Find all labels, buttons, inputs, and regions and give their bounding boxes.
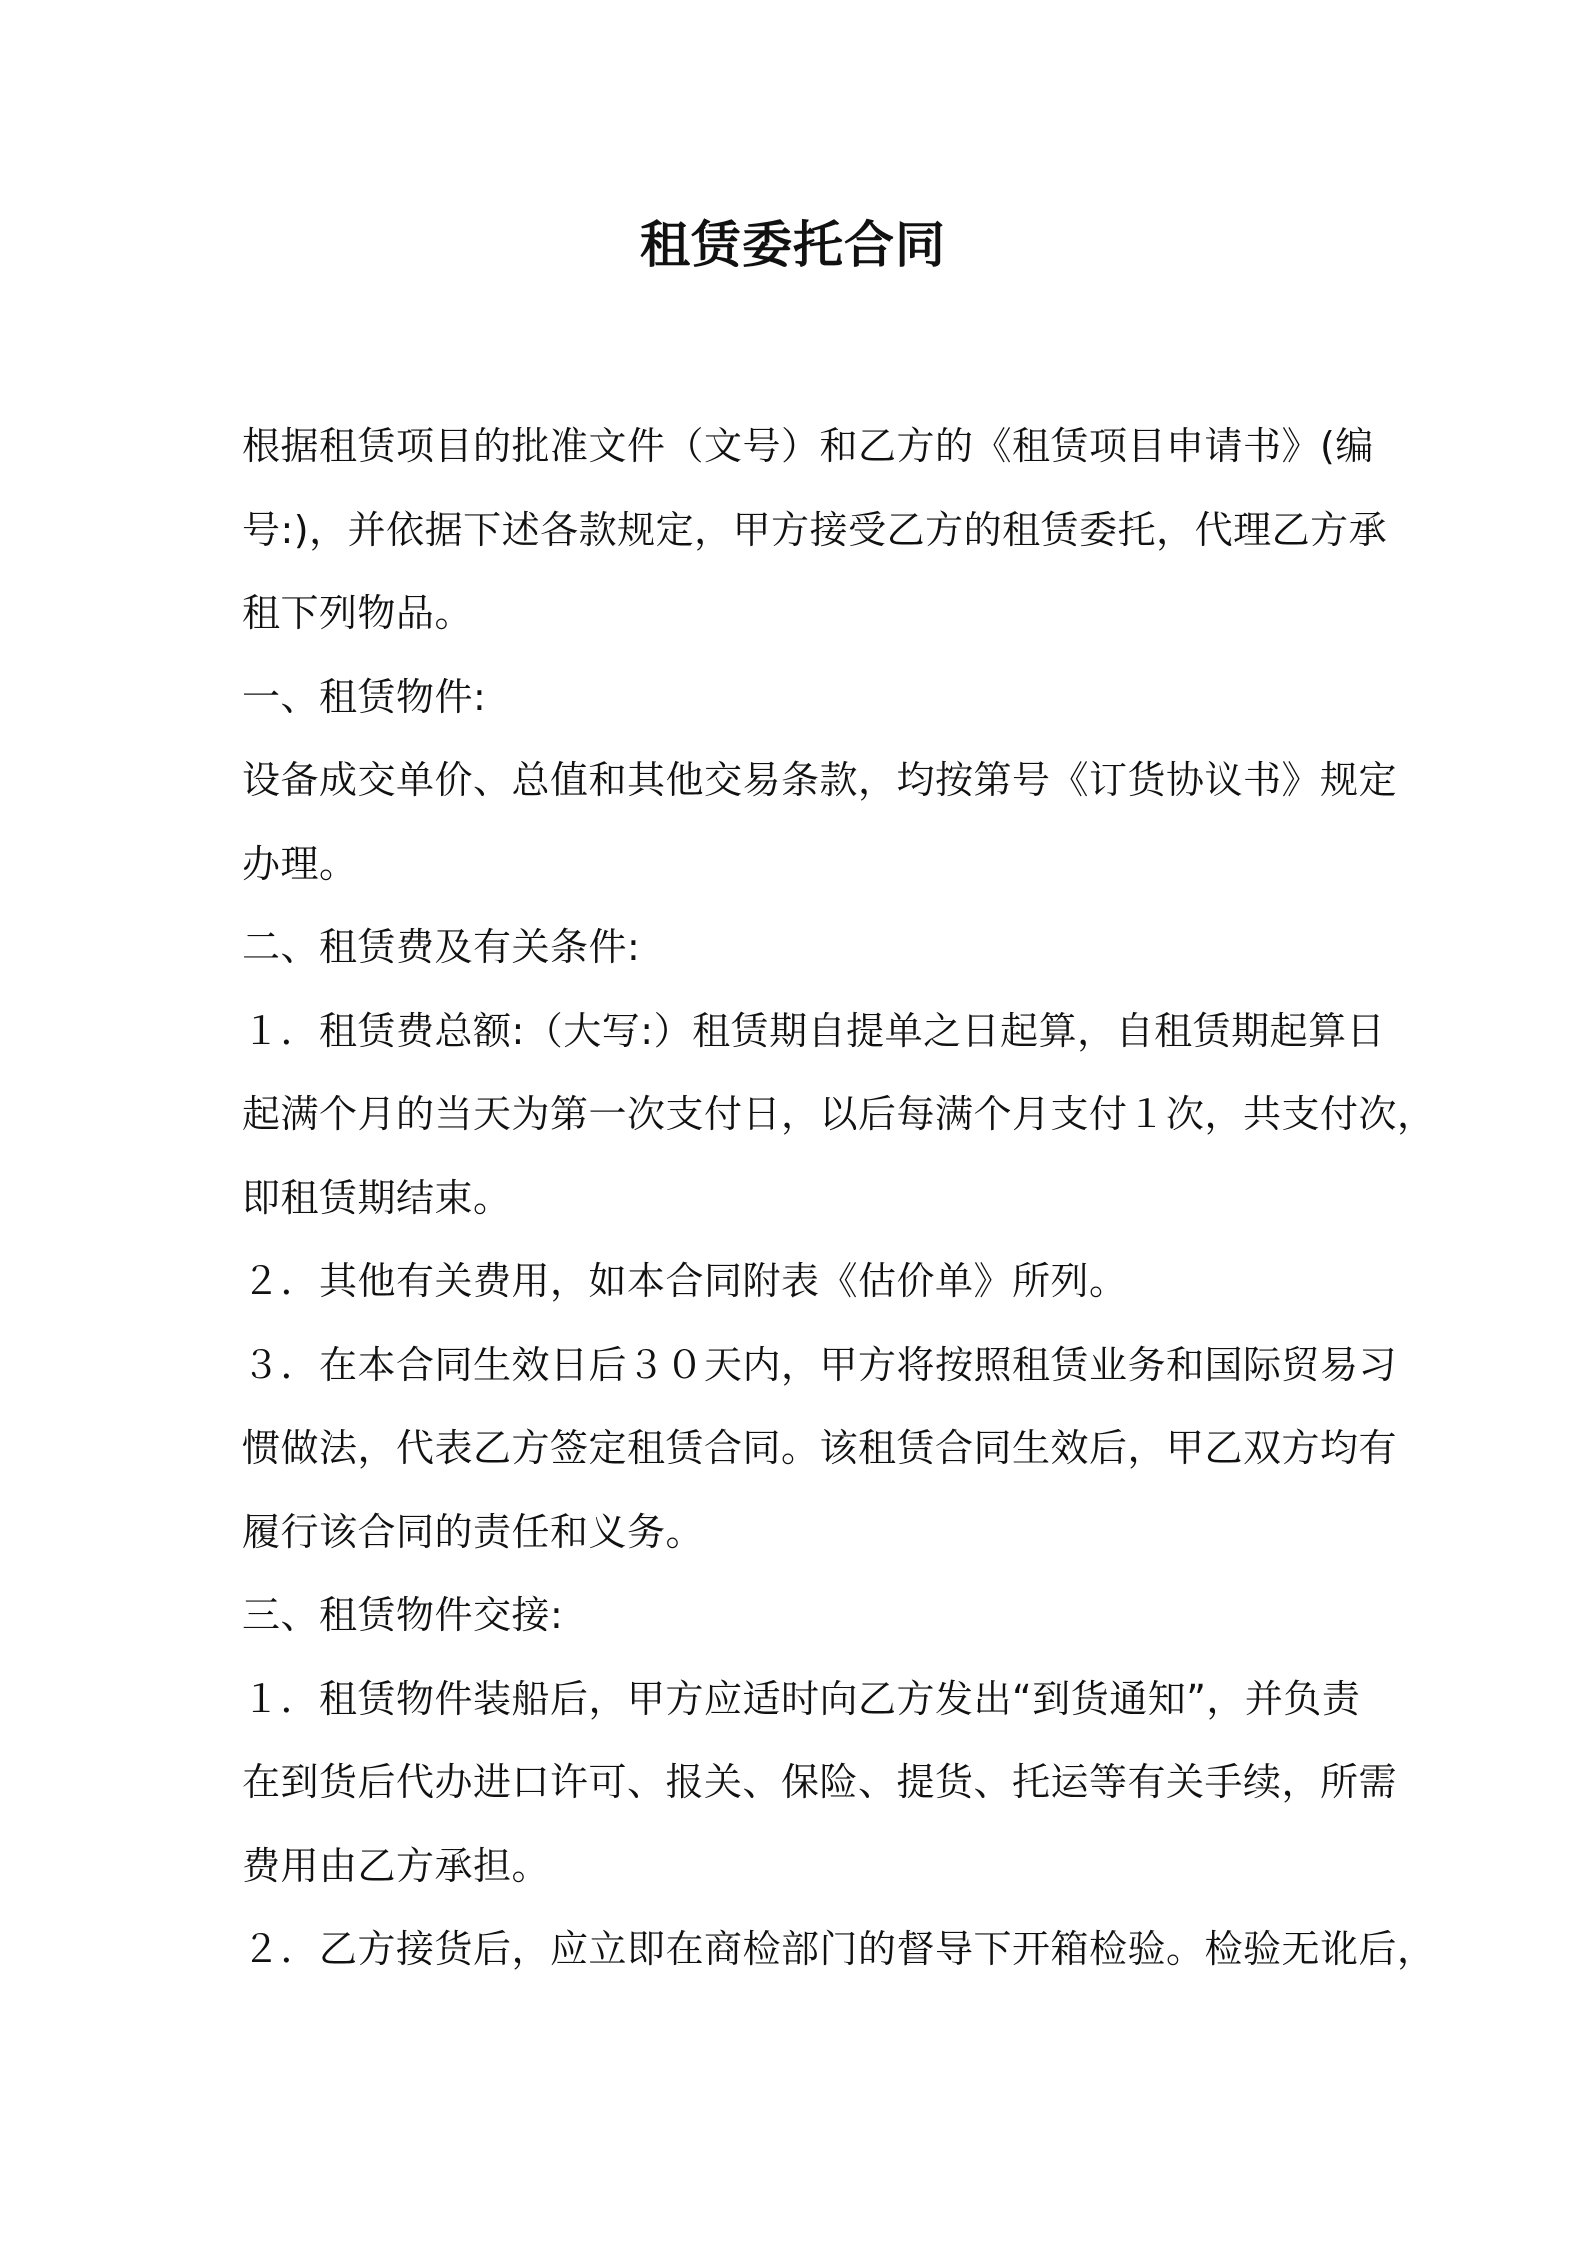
section-heading: 二、租赁费及有关条件: xyxy=(242,925,641,969)
clause-line: ３．在本合同生效日后３０天内，甲方将按照租赁业务和国际贸易习 xyxy=(242,1342,1398,1387)
section-heading: 三、租赁物件交接: xyxy=(242,1593,564,1637)
clause-line: １．租赁费总额:（大写:）租赁期自提单之日起算，自租赁期起算日 xyxy=(242,1008,1386,1053)
clause-line: ２．乙方接货后，应立即在商检部门的督导下开箱检验。检验无讹后， xyxy=(242,1927,1436,1971)
clause-line: 即租赁期结束。 xyxy=(242,1175,512,1220)
clause-line: 起满个月的当天为第一次支付日，以后每满个月支付１次，共支付次， xyxy=(242,1092,1436,1136)
paragraph-line: 根据租赁项目的批准文件（文号）和乙方的《租赁项目申请书》(编 xyxy=(242,424,1374,468)
clause-line: １．租赁物件装船后，甲方应适时向乙方发出“到货通知”，并负责 xyxy=(242,1676,1361,1721)
paragraph-line: 租下列物品。 xyxy=(242,591,474,635)
paragraph-line: 设备成交单价、总值和其他交易条款，均按第号《订货协议书》规定 xyxy=(242,758,1398,802)
document-body xyxy=(242,405,1436,1992)
document-title: 租赁委托合同 xyxy=(640,216,946,274)
clause-line: ２．其他有关费用，如本合同附表《估价单》所列。 xyxy=(242,1259,1128,1303)
clause-line: 费用由乙方承担。 xyxy=(242,1843,551,1888)
clause-line: 惯做法，代表乙方签定租赁合同。该租赁合同生效后，甲乙双方均有 xyxy=(242,1426,1398,1470)
paragraph-line: 办理。 xyxy=(242,841,358,886)
paragraph-line: 号:)，并依据下述各款规定，甲方接受乙方的租赁委托，代理乙方承 xyxy=(242,507,1388,552)
section-heading: 一、租赁物件: xyxy=(242,674,487,719)
clause-line: 履行该合同的责任和义务。 xyxy=(242,1509,705,1554)
clause-line: 在到货后代办进口许可、报关、保险、提货、托运等有关手续，所需 xyxy=(242,1760,1398,1804)
